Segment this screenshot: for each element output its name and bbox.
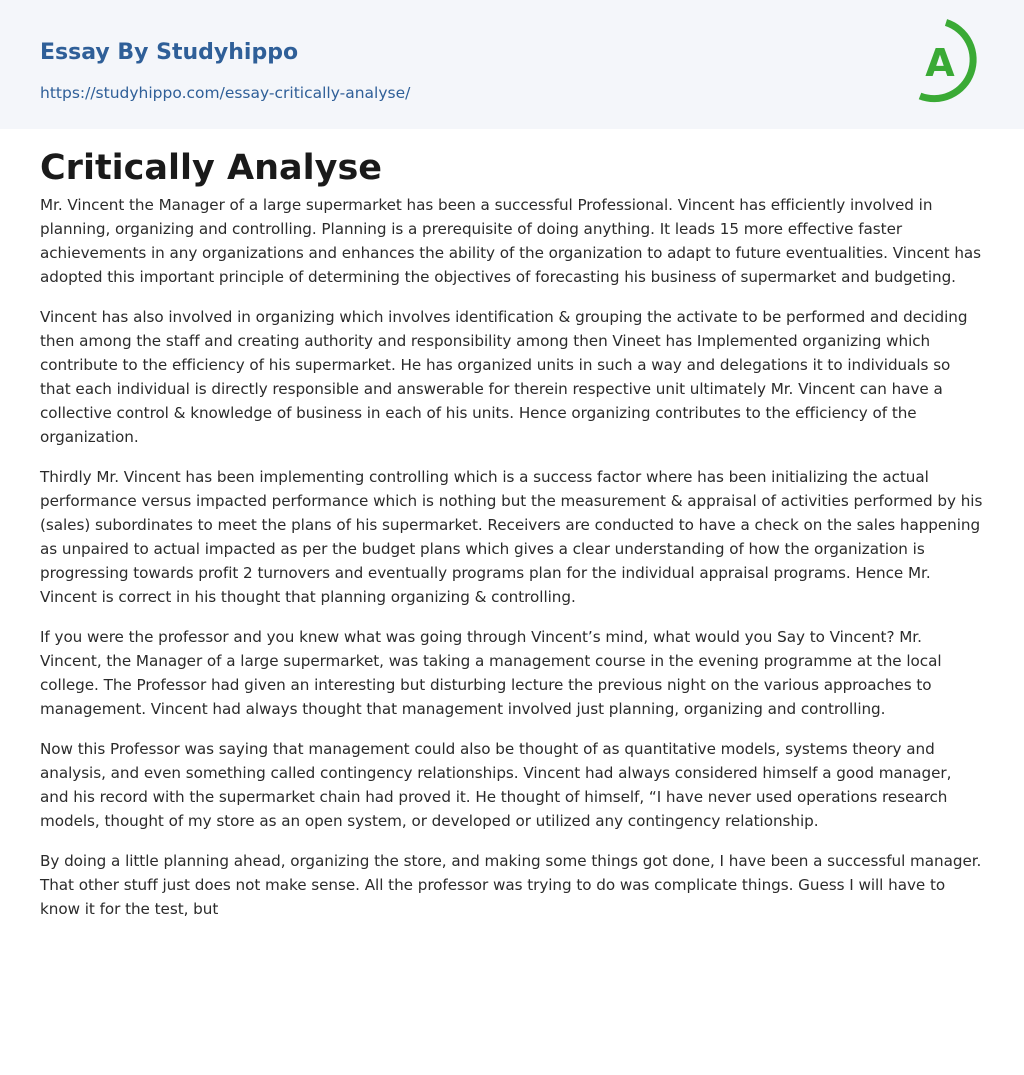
site-header bbox=[0, 0, 1024, 129]
essay-paragraph: Now this Professor was saying that management could also be thought of as quantitative models, systems theory and analysis, and even something called contingency relationships. Vincent had always considered himself a good manager, and his record with the supermarket chain had proved it. He thought of himself, “I have never used operations research models, thought of my store as an open system, or developed or utilized any contingency relationship. bbox=[40, 740, 952, 830]
essay-paragraph: Mr. Vincent the Manager of a large supermarket has been a successful Professional. Vincent has efficiently involved in planning, organizing and controlling. Planning is a prerequisite of doing anything. It leads 15 more effective faster achievements in any organizations and enhances the ability of the organization to adapt to future eventualities. Vincent has adopted this important principle of determining the objectives of forecasting his business of supermarket and budgeting. bbox=[40, 196, 982, 286]
studyhippo-logo-icon[interactable] bbox=[912, 19, 986, 105]
brand-title: Essay By Studyhippo bbox=[40, 40, 299, 65]
source-url-link[interactable]: https://studyhippo.com/essay-critically-analyse/ bbox=[40, 84, 411, 102]
essay-paragraph: By doing a little planning ahead, organizing the store, and making some things got done, I have been a successful manager. That other stuff just does not make sense. All the professor was trying to do was complicate things. Guess I will have to know it for the test, but bbox=[40, 852, 982, 918]
logo-letter: A bbox=[925, 41, 955, 85]
page-title: Critically Analyse bbox=[40, 148, 383, 188]
essay-paragraph: If you were the professor and you knew what was going through Vincent’s mind, what would you Say to Vincent? Mr. Vincent, the Manager of a large supermarket, was taking a management course in the evening programme at the local college. The Professor had given an interesting but disturbing lecture the previous night on the various approaches to management. Vincent had always thought that management involved just planning, organizing and controlling. bbox=[40, 628, 942, 718]
essay-paragraph: Vincent has also involved in organizing which involves identification & grouping the activate to be performed and deciding then among the staff and creating authority and responsibility among then Vineet has Implemented organizing which contribute to the efficiency of his supermarket. He has organized units in such a way and delegations it to individuals so that each individual is directly responsible and answerable for therein respective unit ultimately Mr. Vincent can have a collective control & knowledge of business in each of his units. Hence organizing contributes to the efficiency of the organization. bbox=[40, 308, 968, 446]
essay-paragraph: Thirdly Mr. Vincent has been implementing controlling which is a success factor where has been initializing the actual performance versus impacted performance which is nothing but the measurement & appraisal of activities performed by his (sales) subordinates to meet the plans of his supermarket. Receivers are conducted to have a check on the sales happening as unpaired to actual impacted as per the budget plans which gives a clear understanding of how the organization is progressing towards profit 2 turnovers and eventually programs plan for the individual appraisal programs. Hence Mr. Vincent is correct in his thought that planning organizing & controlling. bbox=[40, 468, 983, 606]
essay-content bbox=[0, 129, 1024, 921]
